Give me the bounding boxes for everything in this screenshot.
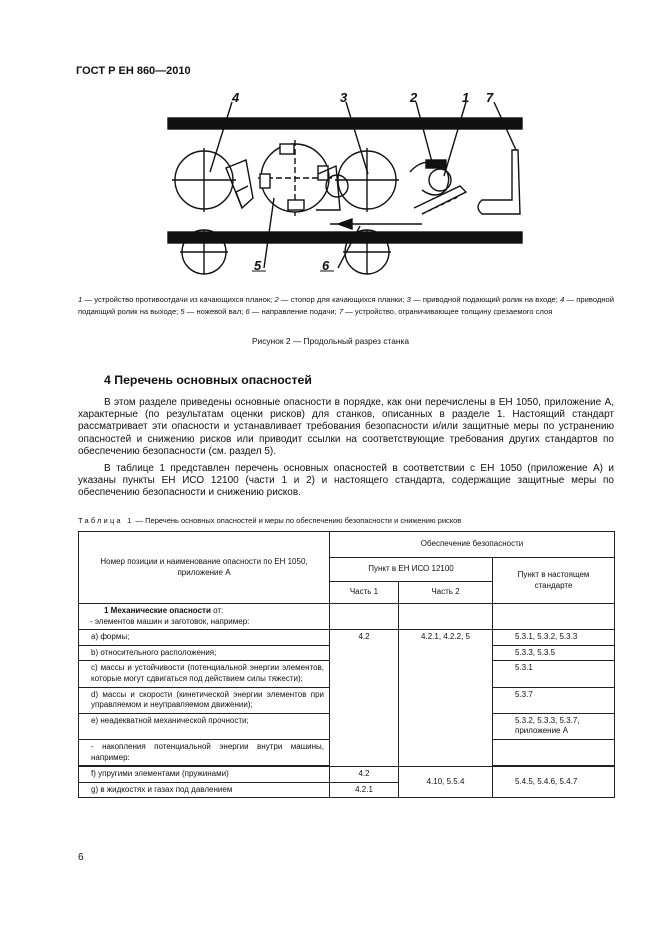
table-row: f) упругими элементами (пружинами) 4.2 4.10, 5.5.4 5.4.5, 5.4.6, 5.4.7	[79, 767, 615, 783]
header-safety: Обеспечение безопасности	[330, 532, 615, 558]
callout-5: 5	[254, 258, 262, 273]
page-number: 6	[78, 852, 84, 863]
table-row	[79, 604, 615, 630]
table-row: a) формы; 4.2 4.2.1, 4.2.2, 5 5.3.1, 5.3.2, 5.3.3	[79, 630, 615, 646]
section-paragraph-2: В таблице 1 представлен перечень основных опасностей в соответствии с ЕН 1050 (приложение А) и указаны пункты ЕН ИСО 12100 (части 1 и 2) и настоящего стандарта, содержащие защитные меры по обеспечению безопасности и снижению рисков.	[78, 463, 614, 499]
document-id: ГОСТ Р ЕН 860—2010	[76, 65, 191, 77]
figure-legend: 1 — устройство противоотдачи из качающихся планок; 2 — стопор для качающихся планки; 3 — приводной подающий ролик на входе; 4 — приводной подающий ролик на выходе; 5 — ножевой вал; 6 — направление подачи; 7 — устройство, ограничивающее толщину срезаемого слоя	[78, 295, 614, 317]
machine-section-figure	[160, 90, 530, 280]
table-row: b) относительного расположения; 5.3.3, 5.3.5	[79, 645, 615, 661]
table-title: Таблица 1 — Перечень основных опасностей и меры по обеспечению безопасности и снижению рисков	[78, 516, 462, 525]
header-hazard: Номер позиции и наименование опасности по ЕН 1050, приложение А	[79, 532, 330, 604]
table-header-row	[79, 532, 615, 558]
table-row: - накопления потенциальной энергии внутри машины, например:	[79, 739, 615, 765]
callout-1: 1	[462, 90, 470, 105]
section-paragraph-1: В этом разделе приведены основные опасности в порядке, как они перечислены в ЕН 1050, приложение А, характерные (по результатам оценки рисков) для станков, описанных в разделе 1. Настоящий стандарт рассматривает эти опасности и устанавливает требования безопасности и/или защитные меры по устранению опасностей и снижению рисков или приводит ссылки на соответствующие требования других стандартов по обеспечению безопасности (см. раздел 5).	[78, 397, 614, 457]
table-row: c) массы и устойчивости (потенциальной энергии элементов, которые могут сдвигаться под действием силы тяжести); 5.3.1	[79, 661, 615, 687]
table-row: g) в жидкостях и газах под давлением 4.2.1	[79, 782, 615, 798]
section-title: 4 Перечень основных опасностей	[104, 373, 312, 387]
figure-title: Рисунок 2 — Продольный разрез станка	[251, 336, 410, 346]
group-mechanical: 1 Механические опасности от: - элементов машин и заготовок, например:	[79, 604, 330, 630]
callout-4: 4	[232, 90, 240, 105]
callout-7: 7	[486, 90, 494, 105]
header-this-standard: Пункт в настоящем стандарте	[493, 558, 615, 604]
hazards-table	[78, 531, 615, 798]
header-part1: Часть 1	[330, 582, 399, 604]
top-beam	[168, 118, 522, 129]
table-row: d) массы и скорости (кинетической энергии элементов при управляемом и неуправляемом движении); 5.3.7	[79, 687, 615, 713]
callout-2: 2	[410, 90, 418, 105]
table-row: e) неадекватной механической прочности; 5.3.2, 5.3.3, 5.3.7, приложение А	[79, 713, 615, 739]
callout-6: 6	[322, 258, 330, 273]
callout-3: 3	[340, 90, 348, 105]
header-part2: Часть 2	[399, 582, 493, 604]
header-iso: Пункт в ЕН ИСО 12100	[330, 558, 493, 582]
